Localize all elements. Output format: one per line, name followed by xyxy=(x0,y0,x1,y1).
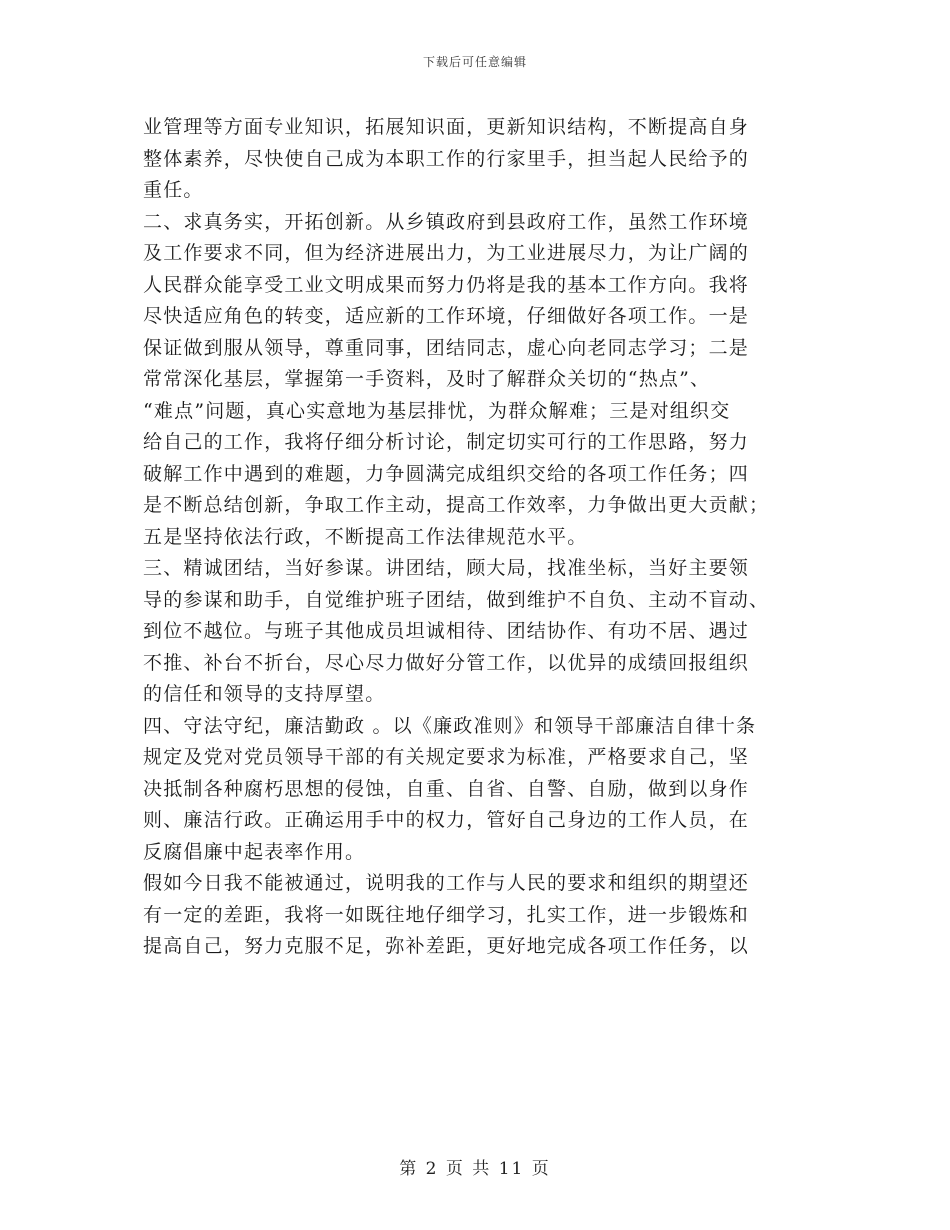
paragraph-3 xyxy=(143,553,808,711)
text-line: 则、廉洁行政。正确运用手中的权力，管好自己身边的工作人员，在 xyxy=(143,809,750,831)
text-line: 提高自己，努力克服不足，弥补差距，更好地完成各项工作任务，以 xyxy=(143,935,750,957)
text-line: 保证做到服从领导，尊重同事，团结同志，虚心向老同志学习；二是 xyxy=(143,336,750,359)
text-line: 整体素养，尽快使自己成为本职工作的行家里手，担当起人民给予的 xyxy=(143,147,750,170)
paragraph-1 xyxy=(143,112,808,207)
text-line: 的信任和领导的支持厚望。 xyxy=(143,683,386,705)
text-line: 及工作要求不同，但为经济进展出力，为工业进展尽力，为让广阔的 xyxy=(143,242,750,264)
text-line: 不推、补台不折台，尽心尽力做好分管工作，以优异的成绩回报组织 xyxy=(143,651,750,674)
paragraph-4 xyxy=(143,711,808,869)
text-line: 业管理等方面专业知识，拓展知识面，更新知识结构，不断提高自身 xyxy=(143,116,750,138)
text-line: 是不断总结创新，争取工作主动，提高工作效率，力争做出更大贡献； xyxy=(143,494,770,516)
document-body xyxy=(143,112,808,963)
text-line: 决抵制各种腐朽思想的侵蚀，自重、自省、自警、自励，做到以身作 xyxy=(143,777,750,800)
text-line: 四、守法守纪，廉洁勤政 。以《廉政准则》和领导干部廉洁自律十条 xyxy=(143,714,757,737)
text-line: 常常深化基层，掌握第一手资料，及时了解群众关切的“热点”、 xyxy=(143,368,711,390)
page-header-note: 下载后可任意编辑 xyxy=(422,55,527,69)
page-number-footer: 第 2 页 共 11 页 xyxy=(399,1159,551,1179)
text-line: 导的参谋和助手，自觉维护班子团结，做到维护不自负、主动不盲动、 xyxy=(143,588,770,611)
text-line: 反腐倡廉中起表率作用。 xyxy=(143,840,366,863)
text-line: 重任。 xyxy=(143,179,204,201)
text-line: 假如今日我不能被通过，说明我的工作与人民的要求和组织的期望还 xyxy=(143,872,750,894)
text-line: 破解工作中遇到的难题，力争圆满完成组织交给的各项工作任务；四 xyxy=(143,462,750,485)
text-line: “难点”问题，真心实意地为基层排忧，为群众解难；三是对组织交 xyxy=(143,399,731,422)
text-line: 人民群众能享受工业文明成果而努力仍将是我的基本工作方向。我将 xyxy=(143,273,750,296)
text-line: 有一定的差距，我将一如既往地仔细学习，扎实工作，进一步锻炼和 xyxy=(143,903,750,926)
paragraph-2 xyxy=(143,207,808,554)
text-line: 五是坚持依法行政，不断提高工作法律规范水平。 xyxy=(143,525,588,548)
text-line: 尽快适应角色的转变，适应新的工作环境，仔细做好各项工作。一是 xyxy=(143,305,750,327)
paragraph-5 xyxy=(143,868,808,963)
text-line: 到位不越位。与班子其他成员坦诚相待、团结协作、有功不居、遇过 xyxy=(143,620,750,642)
text-line: 三、精诚团结，当好参谋。讲团结，顾大局，找准坐标，当好主要领 xyxy=(143,557,750,579)
text-line: 给自己的工作，我将仔细分析讨论，制定切实可行的工作思路，努力 xyxy=(143,431,750,453)
text-line: 二、求真务实，开拓创新。从乡镇政府到县政府工作，虽然工作环境 xyxy=(143,210,750,233)
text-line: 规定及党对党员领导干部的有关规定要求为标准，严格要求自己，坚 xyxy=(143,746,750,768)
